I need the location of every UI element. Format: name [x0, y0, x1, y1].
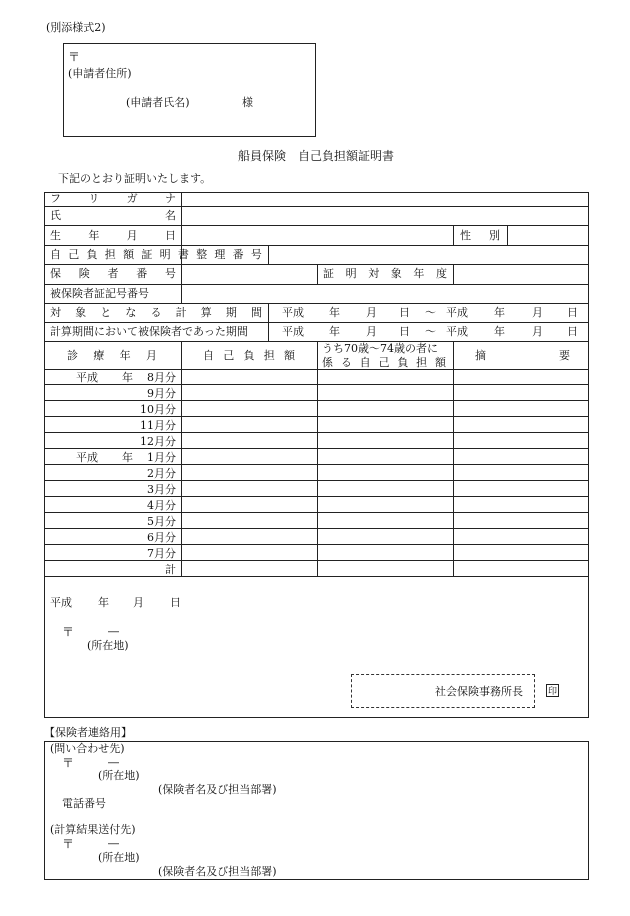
col-note-header: 摘 要: [475, 349, 570, 362]
calc-period-label: 対 象 と な る 計 算 期 間: [50, 306, 262, 319]
postal-mark: 〒: [68, 50, 81, 64]
form-id: (別添様式2): [46, 21, 106, 34]
insured-period-label: 計算期間において被保険者であった期間: [50, 325, 248, 338]
col-senior-header-line1: うち70歳～74歳の者に: [322, 342, 438, 355]
birthdate-label: 生 年 月 日: [50, 229, 176, 242]
certifier-postal-dash: ―: [108, 625, 119, 638]
applicant-address-label: (申請者住所): [68, 67, 132, 80]
target-year-label: 証 明 対 象 年 度: [323, 267, 447, 280]
document-title: 船員保険 自己負担額証明書: [238, 149, 395, 163]
gender-label: 性 別: [460, 229, 500, 242]
result-postal-mark: 〒: [62, 837, 75, 851]
address-box: [63, 43, 316, 137]
result-postal-dash: ―: [108, 837, 119, 850]
contact-heading: 【保険者連絡用】: [44, 726, 132, 739]
furigana-label: フ リ ガ ナ: [50, 192, 176, 205]
honorific: 様: [242, 96, 253, 109]
inquiry-label: (問い合わせ先): [50, 742, 125, 755]
col-self-pay-header: 自 己 負 担 額: [203, 349, 295, 362]
applicant-name-label: (申請者氏名): [126, 96, 190, 109]
inquiry-postal-mark: 〒: [62, 756, 75, 770]
inquiry-postal-dash: ―: [108, 756, 119, 769]
name-label: 氏 名: [50, 209, 176, 222]
col-senior-header-line2: 係 る 自 己 負 担 額: [322, 356, 446, 369]
certifier-postal-mark: 〒: [62, 625, 75, 639]
insurer-number-label: 保 険 者 番 号: [50, 267, 176, 280]
result-location-label: (所在地): [98, 851, 140, 864]
phone-label: 電話番号: [62, 797, 106, 810]
seal-mark: 印: [546, 684, 559, 697]
intro-text: 下記のとおり証明いたします。: [58, 172, 212, 185]
result-destination-label: (計算結果送付先): [50, 823, 136, 836]
insured-card-label: 被保険者証記号番号: [50, 287, 149, 300]
certifier-location-label: (所在地): [87, 639, 129, 652]
col-month-header: 診 療 年 月: [67, 349, 157, 362]
result-insurer-label: (保険者名及び担当部署): [158, 865, 277, 878]
inquiry-insurer-label: (保険者名及び担当部署): [158, 783, 277, 796]
inquiry-location-label: (所在地): [98, 769, 140, 782]
office-chief-label: 社会保険事務所長: [435, 685, 523, 698]
cert-number-label: 自 己 負 担 額 証 明 書 整 理 番 号: [50, 248, 262, 261]
